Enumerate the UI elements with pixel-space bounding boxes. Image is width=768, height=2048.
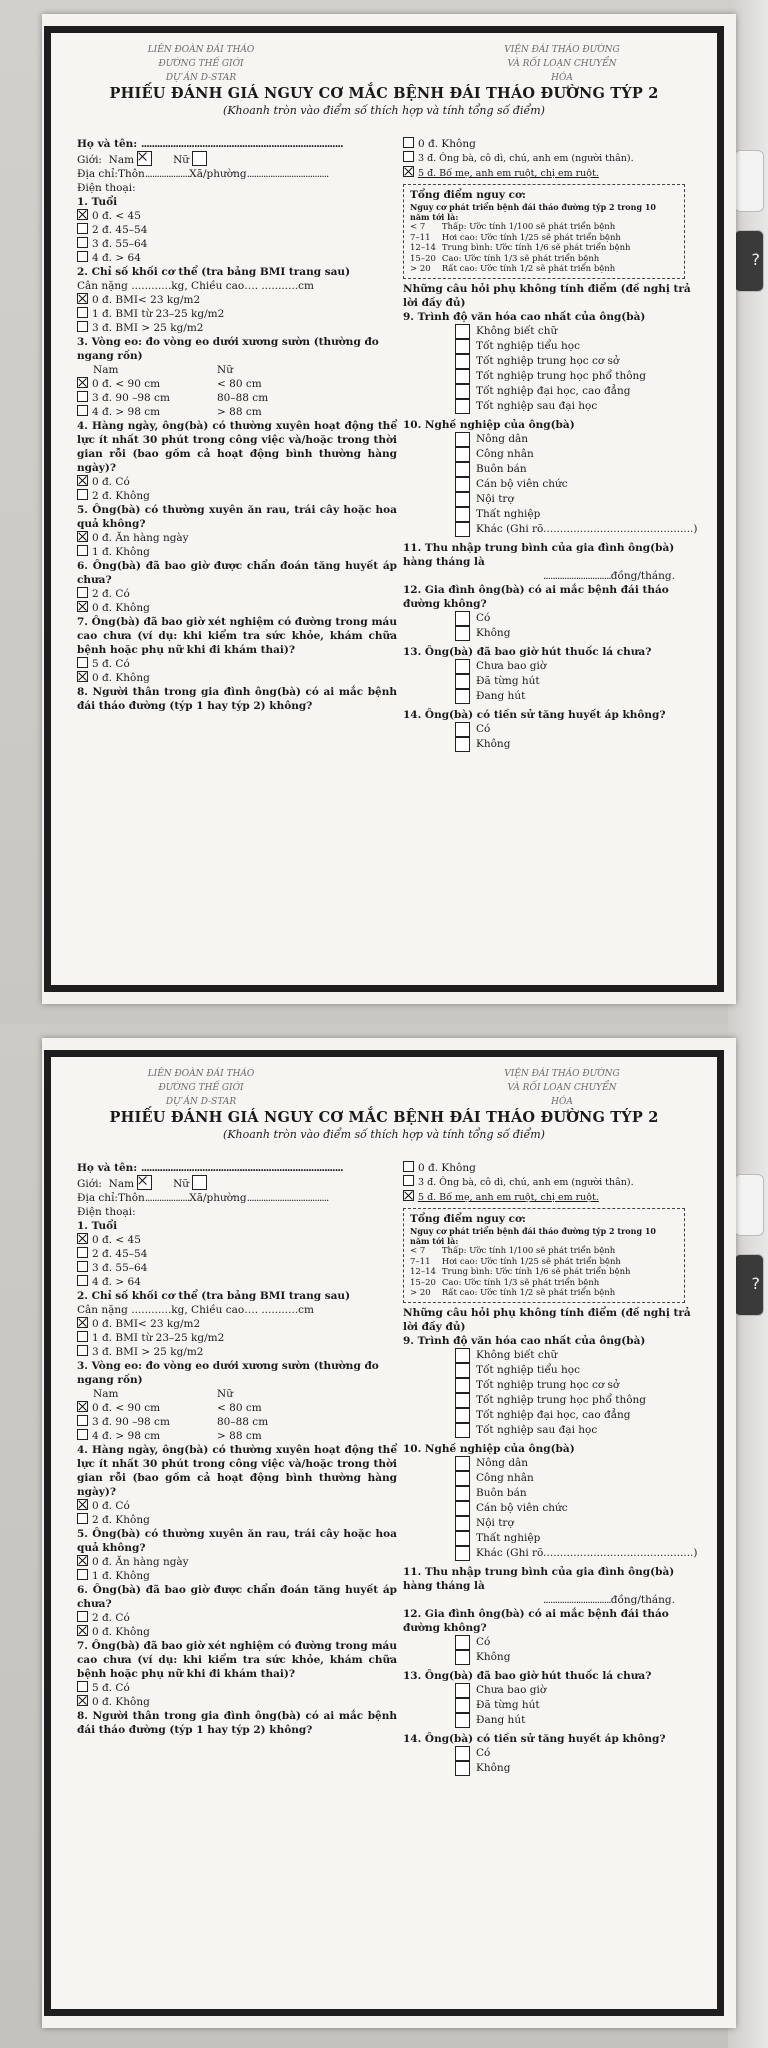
q10-option[interactable]: Nông dân [403, 1456, 703, 1471]
risk-row: 7–11 Hơi cao: Ước tính 1/25 sẽ phát triển bệnh [410, 232, 621, 243]
q13-option[interactable]: Đang hút [403, 1713, 703, 1728]
photo-bottom [0, 1024, 768, 2048]
gender-male-checkbox[interactable] [137, 151, 152, 166]
q4-option[interactable]: 2 đ. Không [77, 489, 397, 503]
q2-option[interactable]: 3 đ. BMI > 25 kg/m2 [77, 1345, 397, 1359]
q10-option[interactable]: Nông dân [403, 432, 703, 447]
checkbox [455, 477, 470, 492]
q8-option[interactable]: 3 đ. Ông bà, cô dì, chú, anh em (người thân). [403, 151, 703, 166]
q11-income-field[interactable]: .............................đồng/tháng. [542, 1593, 675, 1606]
checkbox [455, 611, 470, 626]
q6-option[interactable]: 2 đ. Có [77, 1611, 397, 1625]
checkbox [455, 659, 470, 674]
q10-option[interactable]: Công nhân [403, 1471, 703, 1486]
checkbox-checked [403, 166, 414, 177]
risk-row: > 20 Rất cao: Ước tính 1/2 sẽ phát triển bệnh [410, 1288, 616, 1298]
checkbox-checked [77, 1499, 88, 1510]
q9-option[interactable]: Không biết chữ [403, 1348, 703, 1363]
checkbox [77, 1261, 88, 1272]
q6-option[interactable]: 0 đ. Không [77, 601, 397, 615]
checkbox [455, 1423, 470, 1438]
risk-table [410, 222, 637, 275]
q11-income-field[interactable]: .............................đồng/tháng. [542, 569, 675, 582]
checkbox [455, 522, 470, 537]
q9-option[interactable]: Tốt nghiệp sau đại học [403, 399, 703, 414]
organization-header [51, 43, 717, 83]
checkbox [455, 1650, 470, 1665]
q7-option[interactable]: 0 đ. Không [77, 671, 397, 685]
checkbox [455, 1746, 470, 1761]
q3-option[interactable]: 4 đ. > 98 cm > 88 cm [77, 405, 397, 419]
right-column [403, 137, 703, 752]
checkbox [77, 1345, 88, 1356]
checkbox [455, 324, 470, 339]
q13-option[interactable]: Chưa bao giờ [403, 1683, 703, 1698]
checkbox-checked [77, 531, 88, 542]
sheet-frame [44, 26, 724, 992]
checkbox [77, 1681, 88, 1692]
checkbox [77, 321, 88, 332]
checkbox [77, 237, 88, 248]
q2-measure-field[interactable]: Cân nặng ............kg, Chiều cao…. ...........cm [77, 280, 314, 292]
checkbox-checked [403, 1190, 414, 1201]
q10-option[interactable]: Thất nghiệp [403, 1531, 703, 1546]
q9-option[interactable]: Tốt nghiệp trung học cơ sở [403, 1378, 703, 1393]
checkbox [455, 369, 470, 384]
q2-measure-field[interactable]: Cân nặng ............kg, Chiều cao…. ...........cm [77, 1304, 314, 1316]
checkbox [455, 1348, 470, 1363]
q9-title: 9. Trình độ văn hóa cao nhất của ông(bà) [403, 1334, 646, 1347]
gender-male-checkbox[interactable] [137, 1175, 152, 1190]
checkbox [403, 1161, 414, 1172]
checkbox [455, 689, 470, 704]
questionnaire-sheet [42, 1038, 736, 2028]
name-field[interactable]: Họ và tên: ............................................................................ [77, 1162, 343, 1174]
q2-title: 2. Chỉ số khối cơ thể (tra bảng BMI trang sau) [77, 266, 351, 278]
q10-option[interactable]: Khác (Ghi rõ.............................................) [403, 522, 703, 537]
q3-option[interactable]: 3 đ. 90 –98 cm 80–88 cm [77, 391, 397, 405]
org-right-sub: VÀ RỐI LOẠN CHUYỂN HÓA [507, 59, 617, 83]
risk-intro: Nguy cơ phát triển bệnh đái tháo đường týp 2 trong 10 năm tới là: [410, 202, 656, 222]
checkbox [455, 1713, 470, 1728]
checkbox [455, 1378, 470, 1393]
checkbox [77, 1331, 88, 1342]
checkbox [455, 432, 470, 447]
address-field[interactable]: Địa chỉ:Thôn...................Xã/phường................................... [77, 168, 329, 180]
checkbox-checked [77, 293, 88, 304]
checkbox [77, 391, 88, 402]
checkbox [455, 1698, 470, 1713]
q9-option[interactable]: Tốt nghiệp sau đại học [403, 1423, 703, 1438]
checkbox-checked [77, 377, 88, 388]
extra-questions-heading: Những câu hỏi phụ không tính điểm (đề nghị trả lời đầy đủ) [403, 282, 691, 309]
q12-option[interactable]: Không [403, 626, 703, 641]
checkbox [455, 1635, 470, 1650]
checkbox [455, 1486, 470, 1501]
q7-option[interactable]: 5 đ. Có [77, 1681, 397, 1695]
q5-title: 5. Ông(bà) có thường xuyên ăn rau, trái cây hoặc hoa quả không? [77, 1528, 397, 1554]
risk-table [410, 1246, 637, 1299]
checkbox [77, 1429, 88, 1440]
checkbox-checked [77, 1625, 88, 1636]
q6-option[interactable]: 2 đ. Có [77, 587, 397, 601]
org-right-sub: VÀ RỐI LOẠN CHUYỂN HÓA [507, 1083, 617, 1107]
q13-title: 13. Ông(bà) đã bao giờ hút thuốc lá chưa? [403, 1669, 652, 1682]
q2-option[interactable]: 1 đ. BMI từ 23–25 kg/m2 [77, 307, 397, 321]
checkbox [77, 657, 88, 668]
q9-title: 9. Trình độ văn hóa cao nhất của ông(bà) [403, 310, 646, 323]
q10-title: 10. Nghề nghiệp của ông(bà) [403, 1442, 575, 1455]
org-left-name: LIÊN ĐOÀN ĐÁI THÁO ĐƯỜNG THẾ GIỚI [147, 1069, 255, 1093]
checkbox [455, 1683, 470, 1698]
name-field[interactable]: Họ và tên: ............................................................................ [77, 138, 343, 150]
q14-option[interactable]: Không [403, 1761, 703, 1776]
form-title: PHIẾU ĐÁNH GIÁ NGUY CƠ MẮC BỆNH ĐÁI THÁO ĐƯỜNG TÝP 2 [109, 85, 659, 102]
risk-row: 12–14 Trung bình: Ước tính 1/6 sẽ phát triển bệnh [410, 1267, 631, 1277]
q12-option[interactable]: Có [403, 611, 703, 626]
q8-option[interactable]: 5 đ. Bố mẹ, anh em ruột, chị em ruột. [403, 166, 703, 181]
q3-title: 3. Vòng eo: đo vòng eo dưới xương sườn (thường đo ngang rốn) [77, 336, 379, 362]
q10-option[interactable]: Cán bộ viên chức [403, 1501, 703, 1516]
q8-option[interactable]: 0 đ. Không [403, 1161, 703, 1175]
q7-title: 7. Ông(bà) đã bao giờ xét nghiệm có đường trong máu cao chưa (ví dụ: khi kiểm tra sức khỏe, khám chữa bệnh hoặc phụ nữ khi đi khám thai)? [77, 616, 397, 656]
key-icon [734, 150, 764, 212]
checkbox [455, 462, 470, 477]
form-subtitle: (Khoanh tròn vào điểm số thích hợp và tính tổng số điểm) [223, 104, 545, 117]
q10-option[interactable]: Buôn bán [403, 462, 703, 477]
checkbox [455, 384, 470, 399]
q14-option[interactable]: Có [403, 722, 703, 737]
q1-title: 1. Tuổi [77, 1220, 118, 1232]
q9-option[interactable]: Tốt nghiệp trung học cơ sở [403, 354, 703, 369]
checkbox [77, 1569, 88, 1580]
q6-title: 6. Ông(bà) đã bao giờ được chẩn đoán tăng huyết áp chưa? [77, 560, 397, 586]
q1-option[interactable]: 4 đ. > 64 [77, 1275, 397, 1289]
q4-option[interactable]: 2 đ. Không [77, 1513, 397, 1527]
q13-option[interactable]: Đang hút [403, 689, 703, 704]
q6-option[interactable]: 0 đ. Không [77, 1625, 397, 1639]
checkbox [455, 674, 470, 689]
q5-option[interactable]: 1 đ. Không [77, 545, 397, 559]
checkbox [455, 1471, 470, 1486]
checkbox-checked [77, 1233, 88, 1244]
checkbox [455, 1501, 470, 1516]
left-column [77, 1161, 397, 1737]
form-subtitle: (Khoanh tròn vào điểm số thích hợp và tính tổng số điểm) [223, 1128, 545, 1141]
q7-option[interactable]: 0 đ. Không [77, 1695, 397, 1709]
checkbox [455, 492, 470, 507]
q4-option[interactable]: 0 đ. Có [77, 475, 397, 489]
checkbox [455, 626, 470, 641]
q6-title: 6. Ông(bà) đã bao giờ được chẩn đoán tăng huyết áp chưa? [77, 1584, 397, 1610]
checkbox [77, 1247, 88, 1258]
checkbox [455, 1393, 470, 1408]
q3-option[interactable]: 3 đ. 90 –98 cm 80–88 cm [77, 1415, 397, 1429]
checkbox-checked [77, 1317, 88, 1328]
risk-row: 7–11 Hơi cao: Ước tính 1/25 sẽ phát triển bệnh [410, 1256, 621, 1267]
risk-row: 12–14 Trung bình: Ước tính 1/6 sẽ phát triển bệnh [410, 243, 631, 253]
q3-header: Nam Nữ [93, 1388, 233, 1400]
checkbox [77, 223, 88, 234]
q13-option[interactable]: Đã từng hút [403, 1698, 703, 1713]
q11-title: 11. Thu nhập trung bình của gia đình ông(bà) hàng tháng là [403, 541, 675, 568]
checkbox [403, 1175, 414, 1186]
q8-title: 8. Người thân trong gia đình ông(bà) có ai mắc bệnh đái tháo đường (týp 1 hay týp 2) không? [77, 686, 397, 712]
checkbox [77, 489, 88, 500]
q11-title: 11. Thu nhập trung bình của gia đình ông(bà) hàng tháng là [403, 1565, 675, 1592]
risk-row: 15–20 Cao: Ước tính 1/3 sẽ phát triển bệnh [410, 1277, 600, 1288]
q13-option[interactable]: Chưa bao giờ [403, 659, 703, 674]
q1-option[interactable]: 3 đ. 55–64 [77, 237, 397, 251]
gender-female-checkbox[interactable] [192, 151, 207, 166]
risk-row: < 7 Thấp: Ước tính 1/100 sẽ phát triển bệnh [410, 222, 616, 232]
risk-intro: Nguy cơ phát triển bệnh đái tháo đường týp 2 trong 10 năm tới là: [410, 1226, 656, 1246]
q9-option[interactable]: Tốt nghiệp tiểu học [403, 339, 703, 354]
checkbox [455, 1408, 470, 1423]
q5-option[interactable]: 0 đ. Ăn hàng ngày [77, 1555, 397, 1569]
q14-option[interactable]: Có [403, 1746, 703, 1761]
checkbox [77, 545, 88, 556]
checkbox-checked [77, 601, 88, 612]
key-icon [734, 1174, 764, 1236]
checkbox-checked [77, 209, 88, 220]
checkbox-checked [77, 1401, 88, 1412]
checkbox-checked [77, 671, 88, 682]
questionnaire-sheet [42, 14, 736, 1004]
gender-female-checkbox[interactable] [192, 1175, 207, 1190]
q2-option[interactable]: 3 đ. BMI > 25 kg/m2 [77, 321, 397, 335]
checkbox [455, 399, 470, 414]
q5-option[interactable]: 0 đ. Ăn hàng ngày [77, 531, 397, 545]
q10-option[interactable]: Nội trợ [403, 1516, 703, 1531]
org-right-name: VIỆN ĐÁI THÁO ĐƯỜNG [504, 45, 620, 55]
checkbox [455, 507, 470, 522]
q9-option[interactable]: Tốt nghiệp trung học phổ thông [403, 369, 703, 384]
org-left-name: LIÊN ĐOÀN ĐÁI THÁO ĐƯỜNG THẾ GIỚI [147, 45, 255, 69]
risk-row: < 7 Thấp: Ước tính 1/100 sẽ phát triển bệnh [410, 1246, 616, 1256]
q14-title: 14. Ông(bà) có tiền sử tăng huyết áp không? [403, 708, 666, 721]
checkbox [455, 1531, 470, 1546]
q2-option[interactable]: 1 đ. BMI từ 23–25 kg/m2 [77, 1331, 397, 1345]
q14-title: 14. Ông(bà) có tiền sử tăng huyết áp không? [403, 1732, 666, 1745]
checkbox [403, 151, 414, 162]
q9-option[interactable]: Tốt nghiệp trung học phổ thông [403, 1393, 703, 1408]
q8-title: 8. Người thân trong gia đình ông(bà) có ai mắc bệnh đái tháo đường (týp 1 hay týp 2) không? [77, 1710, 397, 1736]
q1-option[interactable]: 2 đ. 45–54 [77, 1247, 397, 1261]
q3-title: 3. Vòng eo: đo vòng eo dưới xương sườn (thường đo ngang rốn) [77, 1360, 379, 1386]
gender-field: Giới: Nam Nữ [77, 1175, 397, 1191]
checkbox [455, 737, 470, 752]
q4-option[interactable]: 0 đ. Có [77, 1499, 397, 1513]
q9-option[interactable]: Tốt nghiệp đại học, cao đẳng [403, 1408, 703, 1423]
q13-option[interactable]: Đã từng hút [403, 674, 703, 689]
checkbox [455, 339, 470, 354]
q3-option[interactable]: 0 đ. < 90 cm < 80 cm [77, 1401, 397, 1415]
checkbox [455, 1363, 470, 1378]
q9-option[interactable]: Không biết chữ [403, 324, 703, 339]
q5-title: 5. Ông(bà) có thường xuyên ăn rau, trái cây hoặc hoa quả không? [77, 504, 397, 530]
q9-option[interactable]: Tốt nghiệp đại học, cao đẳng [403, 384, 703, 399]
checkbox [77, 405, 88, 416]
q1-title: 1. Tuổi [77, 196, 118, 208]
org-left-project: DỰ ÁN D-STAR [165, 73, 237, 83]
checkbox [455, 1546, 470, 1561]
checkbox [77, 587, 88, 598]
checkbox [77, 1513, 88, 1524]
q14-option[interactable]: Không [403, 737, 703, 752]
risk-score-box [403, 1208, 685, 1303]
risk-row: 15–20 Cao: Ước tính 1/3 sẽ phát triển bệnh [410, 253, 600, 264]
q9-option[interactable]: Tốt nghiệp tiểu học [403, 1363, 703, 1378]
phone-field[interactable]: Điện thoại: [77, 182, 136, 194]
q10-title: 10. Nghề nghiệp của ông(bà) [403, 418, 575, 431]
risk-score-box [403, 184, 685, 279]
checkbox [77, 307, 88, 318]
q8-option[interactable]: 3 đ. Ông bà, cô dì, chú, anh em (người thân). [403, 1175, 703, 1190]
q12-option[interactable]: Không [403, 1650, 703, 1665]
checkbox [77, 1275, 88, 1286]
checkbox [77, 1611, 88, 1622]
q3-option[interactable]: 4 đ. > 98 cm > 88 cm [77, 1429, 397, 1443]
checkbox [455, 354, 470, 369]
q4-title: 4. Hàng ngày, ông(bà) có thường xuyên hoạt động thể lực ít nhất 30 phút trong công việc và/hoặc trong thời gian rỗi (bao gồm cả hoạt động bình thường hàng ngày)? [77, 420, 397, 474]
q13-title: 13. Ông(bà) đã bao giờ hút thuốc lá chưa? [403, 645, 652, 658]
q3-option[interactable]: 0 đ. < 90 cm < 80 cm [77, 377, 397, 391]
q8-option[interactable]: 5 đ. Bố mẹ, anh em ruột, chị em ruột. [403, 1190, 703, 1205]
q12-title: 12. Gia đình ông(bà) có ai mắc bệnh đái tháo đường không? [403, 1607, 669, 1634]
checkbox [455, 1456, 470, 1471]
checkbox [77, 251, 88, 262]
right-column [403, 1161, 703, 1776]
q8-option[interactable]: 0 đ. Không [403, 137, 703, 151]
address-field[interactable]: Địa chỉ:Thôn...................Xã/phường................................... [77, 1192, 329, 1204]
q3-header: Nam Nữ [93, 364, 233, 376]
checkbox-checked [77, 1555, 88, 1566]
q10-option[interactable]: Khác (Ghi rõ.............................................) [403, 1546, 703, 1561]
checkbox [403, 137, 414, 148]
q10-option[interactable]: Buôn bán [403, 1486, 703, 1501]
q5-option[interactable]: 1 đ. Không [77, 1569, 397, 1583]
risk-row: > 20 Rất cao: Ước tính 1/2 sẽ phát triển bệnh [410, 264, 616, 274]
checkbox [455, 1761, 470, 1776]
left-column [77, 137, 397, 713]
q4-title: 4. Hàng ngày, ông(bà) có thường xuyên hoạt động thể lực ít nhất 30 phút trong công việc và/hoặc trong thời gian rỗi (bao gồm cả hoạt động bình thường hàng ngày)? [77, 1444, 397, 1498]
q10-option[interactable]: Thất nghiệp [403, 507, 703, 522]
question-key-icon: ? [751, 1274, 760, 1293]
checkbox [77, 1415, 88, 1426]
q1-option[interactable]: 0 đ. < 45 [77, 1233, 397, 1247]
checkbox-checked [77, 475, 88, 486]
question-key-icon: ? [751, 250, 760, 269]
risk-total-label: Tổng điểm nguy cơ: [410, 189, 526, 201]
gender-field: Giới: Nam Nữ [77, 151, 397, 167]
q7-option[interactable]: 5 đ. Có [77, 657, 397, 671]
phone-field[interactable]: Điện thoại: [77, 1206, 136, 1218]
q10-option[interactable]: Cán bộ viên chức [403, 477, 703, 492]
q7-title: 7. Ông(bà) đã bao giờ xét nghiệm có đường trong máu cao chưa (ví dụ: khi kiểm tra sức khỏe, khám chữa bệnh hoặc phụ nữ khi đi khám thai)? [77, 1640, 397, 1680]
form-title: PHIẾU ĐÁNH GIÁ NGUY CƠ MẮC BỆNH ĐÁI THÁO ĐƯỜNG TÝP 2 [109, 1109, 659, 1126]
checkbox [455, 722, 470, 737]
q10-option[interactable]: Nội trợ [403, 492, 703, 507]
q1-option[interactable]: 3 đ. 55–64 [77, 1261, 397, 1275]
checkbox [455, 1516, 470, 1531]
checkbox [455, 447, 470, 462]
extra-questions-heading: Những câu hỏi phụ không tính điểm (đề nghị trả lời đầy đủ) [403, 1306, 691, 1333]
q12-option[interactable]: Có [403, 1635, 703, 1650]
q12-title: 12. Gia đình ông(bà) có ai mắc bệnh đái tháo đường không? [403, 583, 669, 610]
q10-option[interactable]: Công nhân [403, 447, 703, 462]
q2-option[interactable]: 0 đ. BMI< 23 kg/m2 [77, 293, 397, 307]
q1-option[interactable]: 4 đ. > 64 [77, 251, 397, 265]
q2-option[interactable]: 0 đ. BMI< 23 kg/m2 [77, 1317, 397, 1331]
org-left-project: DỰ ÁN D-STAR [165, 1097, 237, 1107]
q2-title: 2. Chỉ số khối cơ thể (tra bảng BMI trang sau) [77, 1290, 351, 1302]
organization-header [51, 1067, 717, 1107]
sheet-frame [44, 1050, 724, 2016]
q1-option[interactable]: 2 đ. 45–54 [77, 223, 397, 237]
checkbox-checked [77, 1695, 88, 1706]
org-right-name: VIỆN ĐÁI THÁO ĐƯỜNG [504, 1069, 620, 1079]
risk-total-label: Tổng điểm nguy cơ: [410, 1213, 526, 1225]
q1-option[interactable]: 0 đ. < 45 [77, 209, 397, 223]
